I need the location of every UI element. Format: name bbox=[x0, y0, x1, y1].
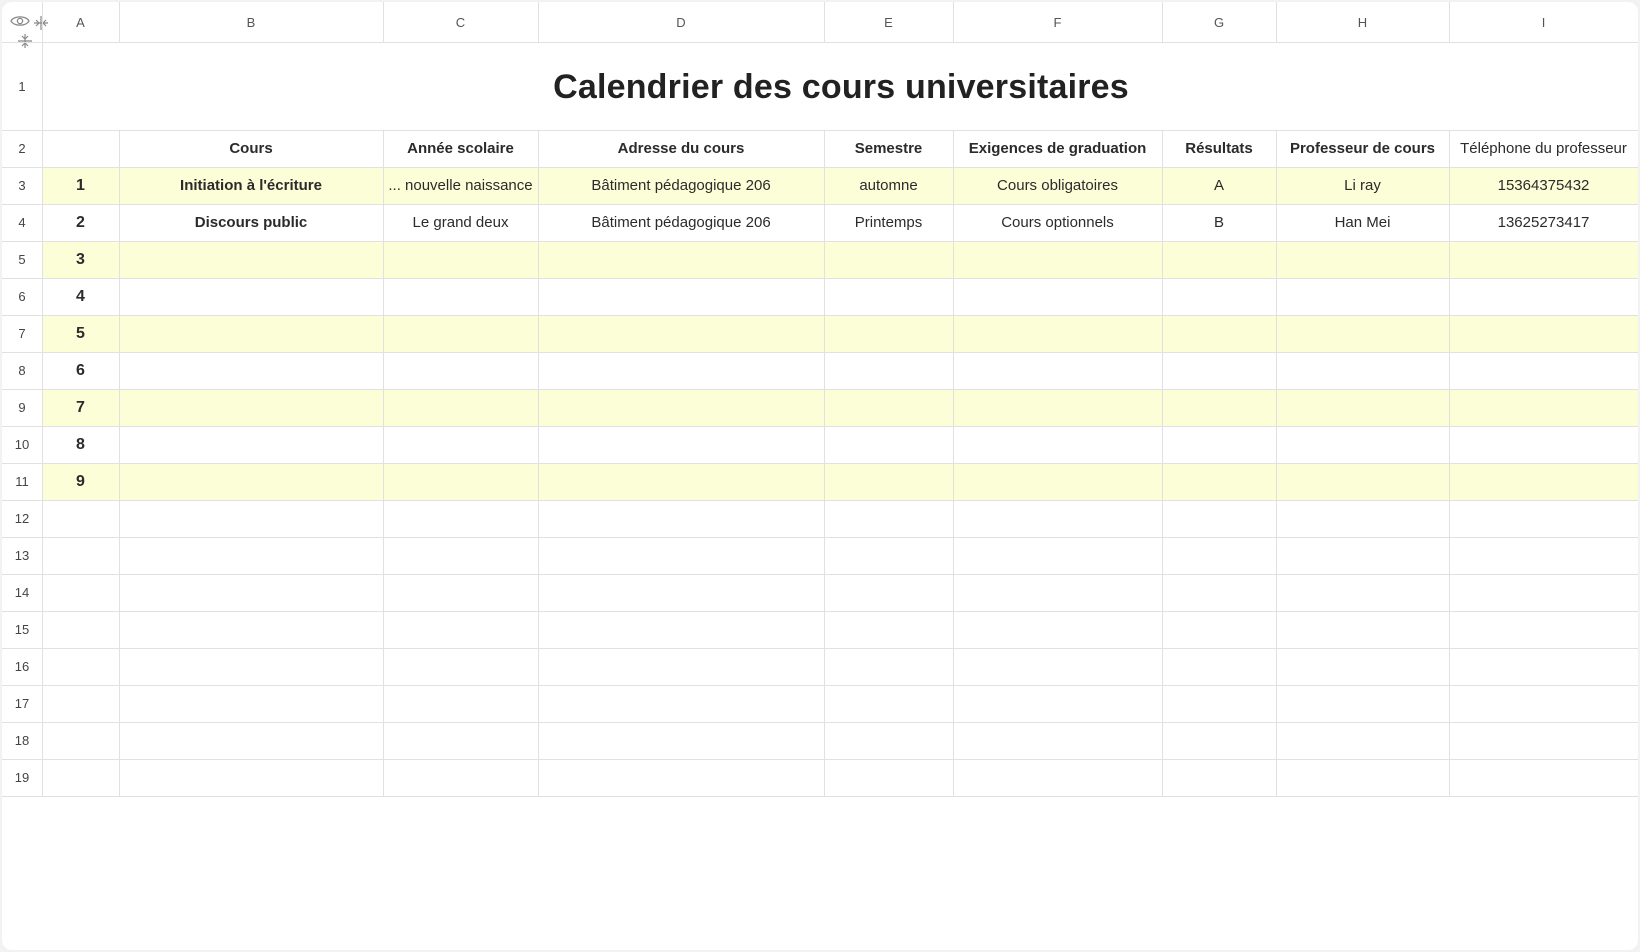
table-cell[interactable] bbox=[383, 352, 538, 389]
row-header-1[interactable]: 1 bbox=[18, 78, 26, 94]
row-divider bbox=[2, 759, 1638, 760]
table-cell[interactable] bbox=[1276, 241, 1449, 278]
table-cell[interactable] bbox=[1162, 315, 1276, 352]
row-divider bbox=[2, 500, 1638, 501]
header-cell[interactable]: Adresse du cours bbox=[617, 140, 745, 157]
row-header-12[interactable]: 12 bbox=[14, 511, 30, 526]
table-cell[interactable] bbox=[538, 278, 824, 315]
row-index-cell[interactable]: 1 bbox=[76, 176, 85, 194]
table-cell[interactable] bbox=[1449, 241, 1638, 278]
header-cell[interactable]: Semestre bbox=[854, 140, 923, 157]
table-cell[interactable] bbox=[953, 463, 1162, 500]
table-cell[interactable] bbox=[538, 241, 824, 278]
row-divider bbox=[2, 574, 1638, 575]
table-cell[interactable] bbox=[1449, 389, 1638, 426]
column-header-h[interactable]: H bbox=[1357, 14, 1368, 30]
row-header-3[interactable]: 3 bbox=[18, 178, 26, 193]
sheet-title[interactable]: Calendrier des cours universitaires bbox=[553, 67, 1129, 106]
table-cell[interactable] bbox=[383, 389, 538, 426]
row-index-cell[interactable]: 9 bbox=[76, 472, 85, 490]
table-cell[interactable] bbox=[1449, 352, 1638, 389]
table-cell[interactable] bbox=[1276, 463, 1449, 500]
table-cell[interactable]: Bâtiment pédagogique 206 bbox=[591, 214, 771, 231]
row-header-11[interactable]: 11 bbox=[15, 474, 29, 489]
row-index-cell[interactable]: 8 bbox=[76, 435, 85, 453]
table-cell[interactable] bbox=[1276, 278, 1449, 315]
row-header-19[interactable]: 19 bbox=[14, 770, 30, 785]
row-header-18[interactable]: 18 bbox=[14, 733, 30, 748]
header-cell[interactable]: Téléphone du professeur bbox=[1460, 140, 1627, 157]
table-cell[interactable] bbox=[953, 352, 1162, 389]
table-cell[interactable] bbox=[383, 278, 538, 315]
table-cell[interactable]: 13625273417 bbox=[1497, 214, 1590, 231]
table-cell[interactable]: automne bbox=[859, 177, 918, 194]
row-divider bbox=[2, 42, 1638, 43]
table-cell[interactable] bbox=[1449, 463, 1638, 500]
table-cell[interactable] bbox=[824, 278, 953, 315]
row-divider bbox=[2, 685, 1638, 686]
table-cell[interactable] bbox=[119, 463, 383, 500]
row-header-10[interactable]: 10 bbox=[14, 437, 30, 452]
header-cell[interactable]: Professeur de cours bbox=[1289, 140, 1436, 157]
row-header-4[interactable]: 4 bbox=[18, 215, 26, 230]
row-header-7[interactable]: 7 bbox=[18, 326, 26, 341]
row-header-5[interactable]: 5 bbox=[18, 252, 26, 267]
table-cell[interactable] bbox=[953, 278, 1162, 315]
column-header-e[interactable]: E bbox=[884, 14, 893, 30]
table-cell[interactable]: Discours public bbox=[194, 214, 308, 231]
table-cell[interactable]: Bâtiment pédagogique 206 bbox=[591, 177, 771, 194]
table-cell[interactable]: Cours optionnels bbox=[1001, 214, 1114, 231]
header-cell[interactable]: Année scolaire bbox=[407, 140, 514, 157]
table-cell[interactable] bbox=[538, 426, 824, 463]
header-cell-empty[interactable] bbox=[42, 130, 119, 167]
table-cell[interactable] bbox=[383, 426, 538, 463]
table-cell[interactable] bbox=[1276, 352, 1449, 389]
table-cell[interactable]: A bbox=[1213, 177, 1224, 194]
table-cell[interactable]: B bbox=[1213, 214, 1224, 231]
table-cell[interactable] bbox=[538, 315, 824, 352]
table-cell[interactable] bbox=[1449, 278, 1638, 315]
table-cell[interactable] bbox=[953, 426, 1162, 463]
table-cell[interactable] bbox=[383, 315, 538, 352]
table-cell[interactable] bbox=[1162, 352, 1276, 389]
table-cell[interactable]: ... nouvelle naissance bbox=[388, 177, 533, 194]
row-header-16[interactable]: 16 bbox=[14, 659, 30, 674]
header-cell[interactable]: Résultats bbox=[1185, 140, 1253, 157]
table-cell[interactable] bbox=[383, 241, 538, 278]
table-cell[interactable]: Cours obligatoires bbox=[997, 177, 1118, 194]
row-index-cell[interactable]: 4 bbox=[76, 287, 85, 305]
table-cell[interactable]: Initiation à l'écriture bbox=[180, 177, 322, 194]
table-cell[interactable] bbox=[1449, 315, 1638, 352]
table-cell[interactable] bbox=[538, 389, 824, 426]
table-cell[interactable] bbox=[383, 463, 538, 500]
row-index-cell[interactable]: 2 bbox=[76, 213, 85, 231]
spreadsheet bbox=[2, 2, 1638, 950]
table-cell[interactable] bbox=[824, 426, 953, 463]
table-cell[interactable] bbox=[824, 389, 953, 426]
row-divider bbox=[2, 648, 1638, 649]
table-cell[interactable]: Printemps bbox=[854, 214, 923, 231]
table-cell[interactable] bbox=[1162, 463, 1276, 500]
table-cell[interactable] bbox=[119, 278, 383, 315]
table-cell[interactable] bbox=[1162, 278, 1276, 315]
table-cell[interactable] bbox=[1276, 315, 1449, 352]
row-header-2[interactable]: 2 bbox=[18, 141, 26, 156]
column-header-d[interactable]: D bbox=[676, 14, 686, 30]
row-divider bbox=[2, 537, 1638, 538]
row-divider bbox=[2, 722, 1638, 723]
row-header-9[interactable]: 9 bbox=[18, 400, 26, 415]
table-cell[interactable] bbox=[538, 352, 824, 389]
table-cell[interactable] bbox=[119, 426, 383, 463]
sheet-corner bbox=[2, 2, 42, 42]
row-divider bbox=[2, 796, 1638, 797]
table-cell[interactable] bbox=[119, 389, 383, 426]
table-cell[interactable] bbox=[119, 315, 383, 352]
table-cell[interactable] bbox=[1162, 426, 1276, 463]
table-cell[interactable] bbox=[824, 352, 953, 389]
table-cell[interactable] bbox=[119, 352, 383, 389]
row-header-14[interactable]: 14 bbox=[14, 585, 30, 600]
table-cell[interactable] bbox=[953, 241, 1162, 278]
column-header-i[interactable]: I bbox=[1541, 14, 1546, 30]
table-cell[interactable] bbox=[538, 463, 824, 500]
table-cell[interactable]: 15364375432 bbox=[1497, 177, 1590, 194]
row-divider bbox=[2, 611, 1638, 612]
column-header-g[interactable]: G bbox=[1213, 14, 1225, 30]
column-header-a[interactable]: A bbox=[76, 14, 85, 30]
table-cell[interactable] bbox=[953, 389, 1162, 426]
row-index-cell[interactable]: 6 bbox=[76, 361, 85, 379]
row-header-8[interactable]: 8 bbox=[18, 363, 26, 378]
table-cell[interactable] bbox=[1449, 426, 1638, 463]
column-header-c[interactable]: C bbox=[455, 14, 466, 30]
column-header-f[interactable]: F bbox=[1053, 14, 1062, 30]
table-cell[interactable] bbox=[824, 463, 953, 500]
row-header-15[interactable]: 15 bbox=[14, 622, 30, 637]
header-cell[interactable]: Cours bbox=[229, 140, 273, 157]
row-index-cell[interactable]: 3 bbox=[76, 250, 85, 268]
table-cell[interactable] bbox=[824, 241, 953, 278]
row-header-17[interactable]: 17 bbox=[14, 696, 30, 711]
table-cell[interactable] bbox=[1162, 389, 1276, 426]
table-cell[interactable] bbox=[1276, 389, 1449, 426]
row-index-cell[interactable]: 7 bbox=[76, 398, 85, 416]
table-cell[interactable]: Li ray bbox=[1344, 177, 1381, 194]
table-cell[interactable]: Han Mei bbox=[1334, 214, 1391, 231]
table-cell[interactable]: Le grand deux bbox=[412, 214, 509, 231]
table-cell[interactable] bbox=[824, 315, 953, 352]
row-index-cell[interactable]: 5 bbox=[76, 324, 85, 342]
table-cell[interactable] bbox=[1276, 426, 1449, 463]
table-cell[interactable] bbox=[953, 315, 1162, 352]
row-header-13[interactable]: 13 bbox=[14, 548, 30, 563]
eye-icon[interactable] bbox=[10, 14, 30, 28]
header-cell[interactable]: Exigences de graduation bbox=[968, 140, 1147, 157]
column-header-b[interactable]: B bbox=[246, 14, 256, 30]
row-header-6[interactable]: 6 bbox=[18, 289, 26, 304]
table-cell[interactable] bbox=[1162, 241, 1276, 278]
table-cell[interactable] bbox=[119, 241, 383, 278]
